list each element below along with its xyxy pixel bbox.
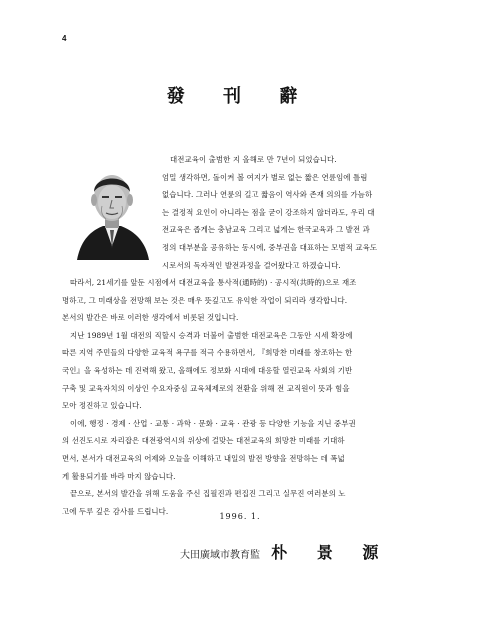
body-line: 본서의 발간은 바로 이러한 생각에서 비롯된 것입니다. xyxy=(62,313,239,323)
page-number: 4 xyxy=(62,34,67,43)
date: 1996. 1. xyxy=(219,512,261,521)
body-line: 이에, 행정 · 경제 · 산업 · 교통 · 과학 · 문화 · 교육 · 관광 등 다양한 기능을 지닌 중부권 xyxy=(70,418,356,428)
body-line: 모아 정진하고 있습니다. xyxy=(62,401,142,411)
portrait-icon xyxy=(73,160,151,260)
body-line: 의 선진도시로 자리잡은 대전광역시의 위상에 걸맞는 대전교육의 희망찬 미래를 기대하 xyxy=(62,436,345,446)
intro-line: 정의 대부분을 공유하는 동시에, 중부권을 대표하는 모범적 교육도 xyxy=(162,242,378,252)
intro-line: 는 결정적 요인이 아니라는 점을 굳이 강조하지 않더라도, 우리 대 xyxy=(162,207,375,217)
body-line: 게 활용되기를 바라 마지 않습니다. xyxy=(62,471,176,481)
body-line: 지난 1989년 1월 대전의 직할시 승격과 더불어 출범한 대전교육은 그동안 시세 확장에 xyxy=(70,330,353,340)
intro-line: 없습니다. 그러나 연륜의 길고 짧음이 역사와 존재 의의를 가늠하 xyxy=(162,190,373,200)
body-line: 따라서, 21세기를 앞둔 시점에서 대전교육을 통사적(通時的) · 공시적(共時的)으로 재조 xyxy=(70,278,357,287)
page-title: 發 刊 辭 xyxy=(166,86,314,107)
intro-paragraph xyxy=(162,151,377,274)
portrait-image xyxy=(73,160,151,260)
body-line: 구축 및 교육자치의 이상인 수요자중심 교육체제로의 전환을 위해 전 교직원이 뜻과 힘을 xyxy=(62,383,350,393)
body-line: 고에 두루 깊은 감사를 드립니다. xyxy=(62,506,169,516)
body-line: 국인』을 육성하는 데 진력해 왔고, 올해에도 정보화 시대에 대응할 열린교육 사회의 기반 xyxy=(62,365,353,375)
intro-line: 엄밀 생각하면, 돌이켜 볼 여지가 별로 없는 짧은 연륜임에 틀림 xyxy=(162,172,368,182)
body-line: 끝으로, 본서의 발간을 위해 도움을 주신 집필진과 편집진 그리고 실무진 여러분의 노 xyxy=(70,489,346,499)
body-line: 따른 지역 주민들의 다양한 교육적 욕구를 적극 수용하면서, 『희망찬 미래를 창조하는 한 xyxy=(62,348,353,358)
body-paragraphs xyxy=(62,274,356,520)
signature-position: 大田廣域市教育監 xyxy=(180,550,260,561)
intro-line: 전교육은 좁게는 충남교육 그리고 넓게는 한국교육과 그 발전 과 xyxy=(162,225,370,235)
body-line: 면서, 본서가 대전교육의 어제와 오늘을 이해하고 내일의 발전 방향을 전망하는 데 폭넓 xyxy=(62,453,345,463)
signature-block xyxy=(180,540,390,563)
intro-line: 대전교육이 출범한 지 올해로 만 7년이 되었습니다. xyxy=(170,155,337,164)
signature-name: 朴 景 源 xyxy=(271,543,391,562)
intro-line: 시로서의 독자적인 발전과정을 걸어왔다고 하겠습니다. xyxy=(162,260,341,270)
body-line: 명하고, 그 미래상을 전망해 보는 것은 매우 뜻깊고도 유익한 작업이 되리라 생각합니다. xyxy=(62,295,348,305)
